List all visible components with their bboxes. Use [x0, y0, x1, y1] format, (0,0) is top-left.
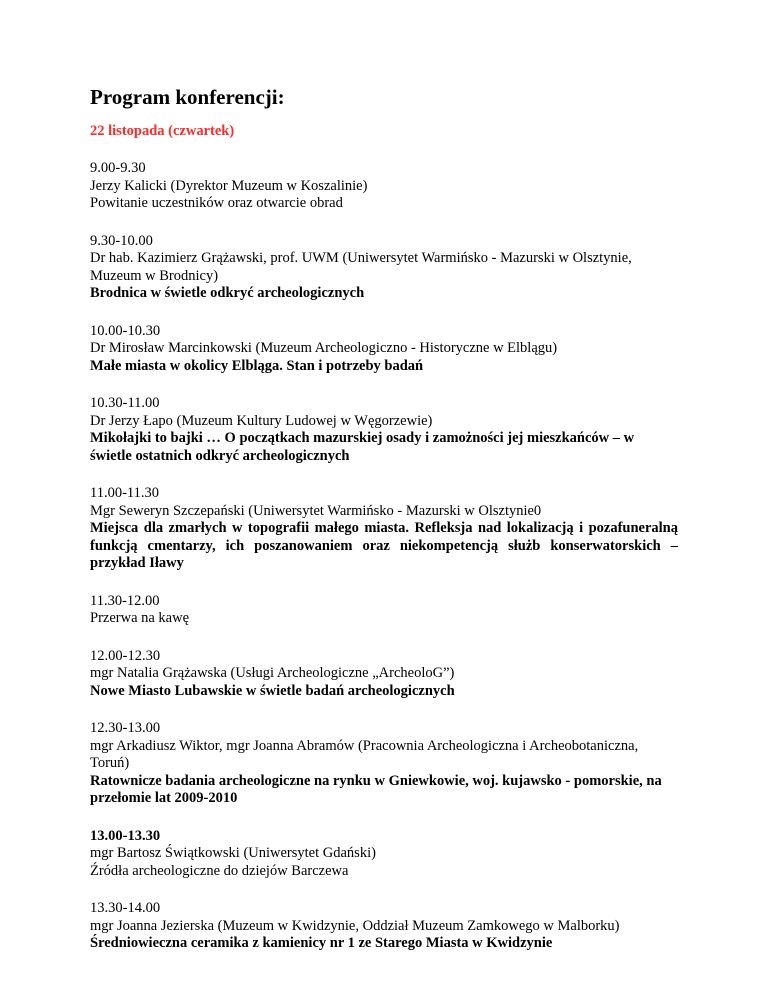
- session-topic: Nowe Miasto Lubawskie w świetle badań archeologicznych: [90, 682, 455, 699]
- session-7: [90, 648, 678, 701]
- session-time: 10.30-11.00: [90, 395, 160, 411]
- session-5: [90, 485, 678, 573]
- page-title: Program konferencji:: [90, 85, 285, 109]
- day-heading: 22 listopada (czwartek): [90, 123, 235, 139]
- session-speaker: Dr Jerzy Łapo (Muzeum Kultury Ludowej w Węgorzewie): [90, 412, 433, 429]
- session-speaker: Przerwa na kawę: [90, 610, 190, 626]
- session-time: 9.30-10.00: [90, 232, 153, 249]
- session-time: 11.00-11.30: [90, 485, 160, 501]
- session-time: 9.00-9.30: [90, 160, 146, 176]
- session-speaker: Mgr Seweryn Szczepański (Uniwersytet Warmińsko - Mazurski w Olsztynie0: [90, 502, 542, 519]
- session-topic: Średniowieczna ceramika z kamienicy nr 1 ze Starego Miasta w Kwidzynie: [90, 935, 553, 951]
- session-9: [90, 828, 678, 881]
- session-topic: Brodnica w świetle odkryć archeologicznych: [90, 285, 365, 301]
- session-speaker: Dr hab. Kazimierz Grążawski, prof. UWM (Uniwersytet Warmińsko - Mazurski w Olsztynie, Muzeum w Brodnicy): [90, 250, 632, 284]
- session-time: 12.30-13.00: [90, 720, 161, 736]
- session-10: [90, 900, 678, 953]
- session-speaker: mgr Arkadiusz Wiktor, mgr Joanna Abramów (Pracownia Archeologiczna i Archeobotaniczna, Toruń): [90, 737, 639, 771]
- session-topic: Małe miasta w okolicy Elbląga. Stan i potrzeby badań: [90, 357, 424, 374]
- session-2: [90, 233, 678, 303]
- session-speaker: mgr Joanna Jezierska (Muzeum w Kwidzynie, Oddział Muzeum Zamkowego w Malborku): [90, 917, 620, 934]
- session-3: [90, 323, 678, 376]
- session-topic: Ratownicze badania archeologiczne na rynku w Gniewkowie, woj. kujawsko - pomorskie, na przełomie lat 2009-2010: [90, 772, 662, 806]
- session-topic: Źródła archeologiczne do dziejów Barczewa: [90, 862, 349, 879]
- session-topic: Mikołajki to bajki … O początkach mazurskiej osady i zamożności jej mieszkańców – w świetle ostatnich odkryć archeologicznych: [90, 430, 635, 464]
- session-6: [90, 593, 678, 628]
- session-4: [90, 395, 678, 465]
- session-speaker: mgr Natalia Grążawska (Usługi Archeologiczne „ArcheoloG”): [90, 665, 455, 681]
- session-time: 11.30-12.00: [90, 592, 160, 609]
- session-topic: Powitanie uczestników oraz otwarcie obrad: [90, 195, 343, 211]
- session-speaker: Dr Mirosław Marcinkowski (Muzeum Archeologiczno - Historyczne w Elblągu): [90, 340, 558, 356]
- session-time: 13.30-14.00: [90, 900, 161, 916]
- session-topic: Miejsca dla zmarłych w topografii małego miasta. Refleksja nad lokalizacją i pozafuneralną funkcją cmentarzy, ich poszanowaniem oraz niekompetencją służb konserwatorskich – przykład Iławy: [90, 520, 678, 571]
- session-speaker: mgr Bartosz Świątkowski (Uniwersytet Gdański): [90, 845, 376, 861]
- session-8: [90, 720, 678, 808]
- session-time: 13.00-13.30: [90, 827, 161, 844]
- session-1: [90, 160, 678, 213]
- session-time: 12.00-12.30: [90, 647, 161, 664]
- session-time: 10.00-10.30: [90, 322, 161, 339]
- session-speaker: Jerzy Kalicki (Dyrektor Muzeum w Koszalinie): [90, 177, 368, 194]
